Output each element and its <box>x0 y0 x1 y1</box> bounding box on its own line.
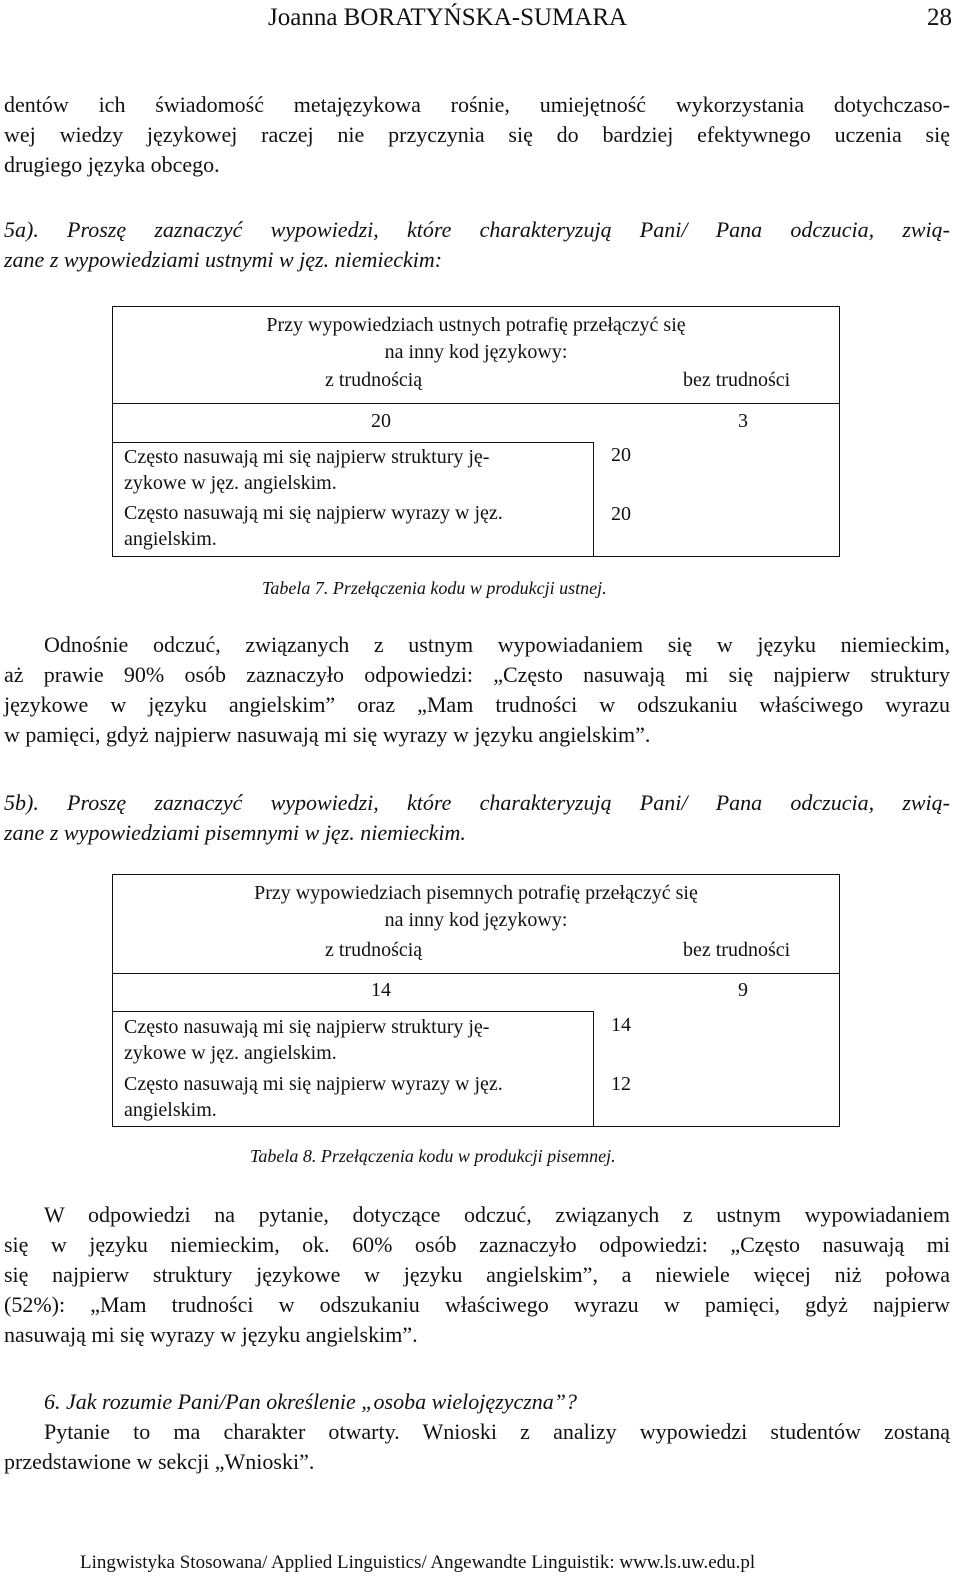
table-8-caption: Tabela 8. Przełączenia kodu w produkcji pisemnej. <box>250 1146 616 1166</box>
row-words-value: 20 <box>611 503 631 525</box>
divider <box>113 442 593 443</box>
paragraph-written <box>4 1200 950 1350</box>
row-words-label: Często nasuwają mi się najpierw wyrazy w jęz. angielskim. <box>124 1073 503 1121</box>
text-line: zane z wypowiedziami pisemnymi w jęz. niemieckim. <box>4 820 466 845</box>
paragraph-oral <box>4 630 950 750</box>
question-6 <box>4 1387 950 1417</box>
col-header-with-difficulty: z trudnością <box>325 369 423 391</box>
col-header-without-difficulty: bez trudności <box>683 369 791 391</box>
text-line: przedstawione w sekcji „Wnioski”. <box>4 1449 315 1474</box>
divider <box>113 1011 593 1012</box>
text-line: dentów ich świadomość metajęzykowa rośnie, umiejętność wykorzystania dotychczaso- <box>4 92 950 117</box>
text-line: 5a). Proszę zaznaczyć wypowiedzi, które charakteryzują Pani/ Pana odczucia, zwią- <box>4 217 950 242</box>
divider <box>593 442 594 556</box>
text-line: się w języku niemieckim, ok. 60% osób zaznaczyło odpowiedzi: „Często nasuwają mi <box>4 1232 950 1257</box>
text-line: 5b). Proszę zaznaczyć wypowiedzi, które charakteryzują Pani/ Pana odczucia, zwią- <box>4 790 950 815</box>
text-line: wej wiedzy językowej raczej nie przyczynia się do bardziej efektywnego uczenia się <box>4 122 950 147</box>
table-title: Przy wypowiedziach ustnych potrafię przełączyć się na inny kod językowy: <box>266 314 686 363</box>
table-title: Przy wypowiedziach pisemnych potrafię przełączyć się na inny kod językowy: <box>254 882 698 931</box>
text-line: językowe w języku angielskim” oraz „Mam trudności w odszukaniu właściwego wyrazu <box>4 692 950 717</box>
text-line: W odpowiedzi na pytanie, dotyczące odczuć, związanych z ustnym wypowiadaniem <box>44 1202 950 1227</box>
total-without-difficulty: 3 <box>738 410 748 432</box>
row-structures-label: Często nasuwają mi się najpierw struktury ję- zykowe w jęz. angielskim. <box>124 1016 490 1064</box>
text-line: w pamięci, gdyż najpierw nasuwają mi się wyrazy w języku angielskim”. <box>4 722 651 747</box>
intro-paragraph <box>4 90 950 180</box>
divider <box>113 403 839 404</box>
text-line: zane z wypowiedziami ustnymi w jęz. niemieckim: <box>4 247 443 272</box>
text-line: Odnośnie odczuć, związanych z ustnym wypowiadaniem się w języku niemieckim, <box>44 632 950 657</box>
table-7 <box>112 306 840 557</box>
text-line: Pytanie to ma charakter otwarty. Wnioski z analizy wypowiedzi studentów zostaną <box>44 1419 950 1444</box>
page-number: 28 <box>927 4 952 31</box>
question-5b <box>4 788 950 848</box>
total-with-difficulty: 20 <box>371 410 391 432</box>
col-header-without-difficulty: bez trudności <box>683 939 791 961</box>
text-line: aż prawie 90% osób zaznaczyło odpowiedzi: „Często nasuwają mi się najpierw struktury <box>4 662 950 687</box>
row-structures-value: 20 <box>611 444 631 466</box>
col-header-with-difficulty: z trudnością <box>325 939 423 961</box>
journal-footer: Lingwistyka Stosowana/ Applied Linguistics/ Angewandte Linguistik: www.ls.uw.edu.pl <box>80 1552 756 1573</box>
text-line: (52%): „Mam trudności w odszukaniu właściwego wyrazu w pamięci, gdyż najpierw <box>4 1292 950 1317</box>
row-structures-value: 14 <box>611 1014 631 1036</box>
text-line: nasuwają mi się wyrazy w języku angielskim”. <box>4 1322 418 1347</box>
row-words-label: Często nasuwają mi się najpierw wyrazy w jęz. angielskim. <box>124 502 503 550</box>
table-7-caption: Tabela 7. Przełączenia kodu w produkcji ustnej. <box>262 578 607 598</box>
divider <box>593 1011 594 1126</box>
paragraph-open-question <box>4 1417 950 1477</box>
question-5a <box>4 215 950 275</box>
divider <box>113 973 839 974</box>
row-words-value: 12 <box>611 1073 631 1095</box>
total-without-difficulty: 9 <box>738 979 748 1001</box>
text-line: drugiego języka obcego. <box>4 152 220 177</box>
total-with-difficulty: 14 <box>371 979 391 1001</box>
row-structures-label: Często nasuwają mi się najpierw struktury ję- zykowe w jęz. angielskim. <box>124 446 490 494</box>
text-line: 6. Jak rozumie Pani/Pan określenie „osoba wielojęzyczna”? <box>44 1389 578 1414</box>
table-8 <box>112 874 840 1127</box>
header-author: Joanna BORATYŃSKA-SUMARA <box>268 4 628 31</box>
text-line: się najpierw struktury językowe w języku angielskim”, a niewiele więcej niż połowa <box>4 1262 950 1287</box>
